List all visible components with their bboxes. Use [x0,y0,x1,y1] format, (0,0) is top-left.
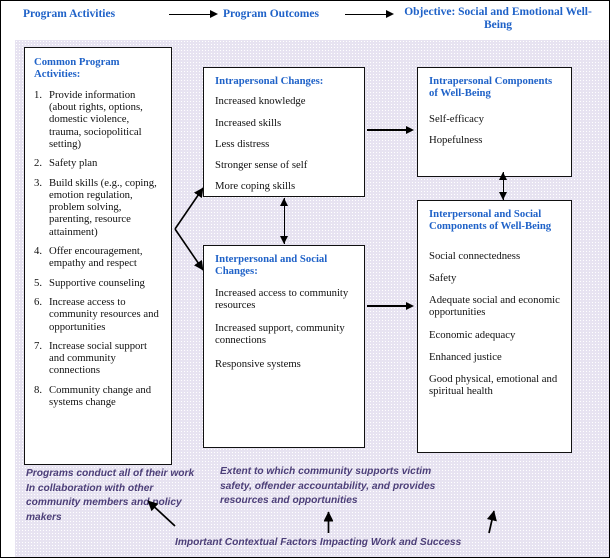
list-item-text: Increase social support and community connections [49,339,147,377]
arrow-intrapersonal-to-components-icon [367,126,415,135]
list-item [34,177,164,238]
note-program-collaboration: Programs conduct all of their work In collaboration with other community members and policy makers [26,468,195,523]
list-item-number: 3. [34,176,43,189]
box-title-interpersonal-social-components: Interpersonal and Social Components of Well-Being [429,208,552,233]
note-community-supports: Extent to which community supports victim safety, offender accountability, and provides resources and opportunities [220,466,436,506]
list-item [34,277,164,289]
list-item-text: Increase access to community resources and opportunities [49,295,159,333]
box-item: Self-efficacy [429,112,484,125]
box-interpersonal-social-changes [203,245,365,448]
list-item-number: 4. [34,245,43,258]
box-item: Less distress [215,137,270,150]
list-item-text: Build skills (e.g., coping, emotion regulation, problem solving, parenting, resource attainment) [49,176,157,238]
box-title-intrapersonal-components: Intrapersonal Components of Well-Being [429,75,553,100]
note-diagonal-arrow-icon [143,498,177,528]
list-item-number: 2. [34,157,43,170]
box-title-intrapersonal-changes: Intrapersonal Changes: [215,75,324,87]
box-item: Responsive systems [215,357,301,370]
middle-vertical-double-arrow-icon [280,198,289,244]
header-arrow-1-icon [169,10,219,19]
box-item: Adequate social and economic opportunities [429,294,560,319]
box-title-interpersonal-social-changes: Interpersonal and Social Changes: [215,253,328,278]
diagram-header [1,1,609,40]
box-item: Stronger sense of self [215,159,308,172]
list-item [34,340,164,377]
box-common-program-activities [24,47,172,465]
box-item: Enhanced justice [429,350,502,363]
list-item [34,384,164,409]
list-item [34,245,164,270]
list-item-number: 5. [34,276,43,289]
list-item [34,296,164,333]
box-item: Hopefulness [429,134,483,147]
box-item: Safety [429,272,457,285]
arrow-interpersonal-to-components-icon [367,302,415,311]
list-item-text: Provide information (about rights, options, domestic violence, trauma, sociopolitical setting) [49,88,143,150]
box-title-common-program-activities: Common Program Activities: [34,56,120,81]
header-stage-program-activities: Program Activities [23,8,116,20]
list-item [34,89,164,150]
box-item: Economic adequacy [429,328,516,341]
list-item-text: Community change and systems change [49,383,152,409]
activities-list [34,89,164,409]
note-up-arrow-2-icon [485,506,499,534]
box-item: Increased skills [215,116,282,129]
list-item-number: 8. [34,383,43,396]
list-item-text: Offer encouragement, empathy and respect [49,245,143,270]
box-item: Good physical, emotional and spiritual health [429,373,558,398]
list-item [34,157,164,169]
box-item: Increased knowledge [215,95,306,108]
header-arrow-2-icon [345,10,395,19]
box-item: More coping skills [215,180,296,193]
box-intrapersonal-changes [203,67,365,197]
right-vertical-double-arrow-icon [499,172,508,200]
box-item: Social connectedness [429,249,521,262]
list-item-text: Safety plan [49,157,98,170]
box-item: Increased access to community resources [215,286,349,312]
box-item: Increased support, community connections [215,322,345,347]
note-up-arrow-1-icon [324,508,333,534]
note-important-contextual-factors: Important Contextual Factors Impacting Work and Success [175,537,462,548]
box-intrapersonal-components-of-well-being [417,67,572,177]
list-item-number: 1. [34,88,43,101]
header-stage-program-outcomes: Program Outcomes [223,8,319,20]
diagram-canvas [15,40,609,557]
box-interpersonal-social-components-of-well-being [417,200,572,453]
list-item-number: 7. [34,339,43,352]
header-stage-objective: Objective: Social and Emotional Well-Being [404,6,592,31]
list-item-text: Supportive counseling [49,276,145,289]
list-item-number: 6. [34,295,43,308]
